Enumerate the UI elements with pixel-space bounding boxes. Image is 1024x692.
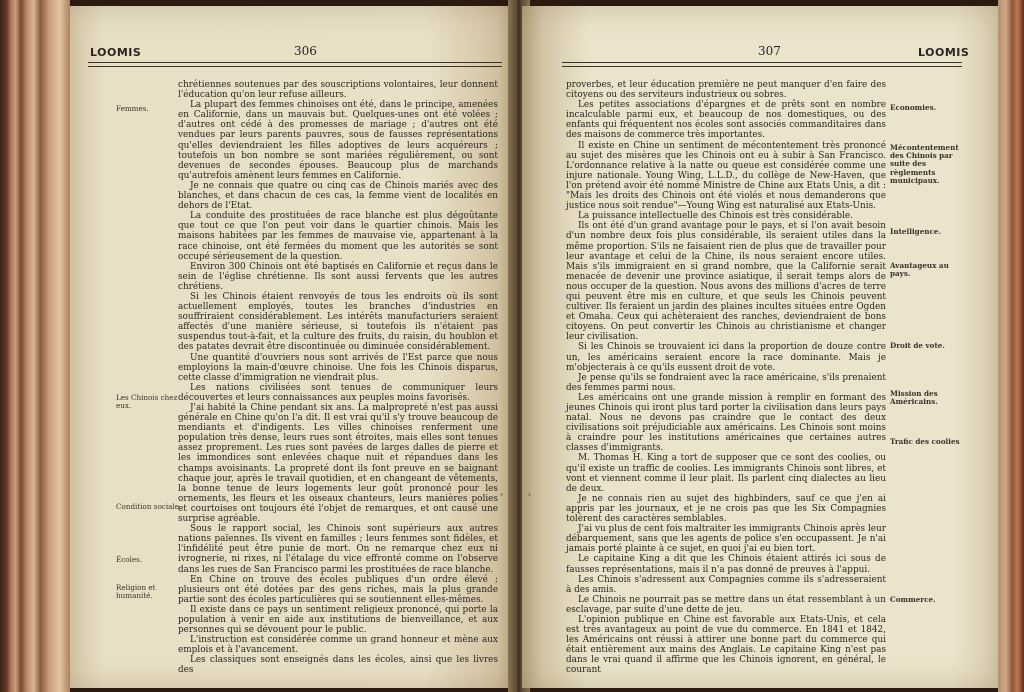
page-edges-left [0,0,70,692]
binding-mark: › [500,490,504,499]
left-running-head: LOOMIS [90,46,142,59]
left-page-number: 306 [294,44,317,58]
right-page-number: 307 [758,44,781,58]
paragraph: L'instruction est considérée comme un grand honneur et mène aux emplois et à l'avancement. [178,635,498,656]
paragraph: Le Chinois ne pourrait pas se mettre dans un état ressemblant à un esclavage, par suite d'une dette de jeu. [566,594,886,615]
paragraph: Sous le rapport social, les Chinois sont supérieurs aux autres nations païennes. Ils vivent en familles ; leurs femmes sont fidèles, et l'infidélité peut être punie de mort. On ne remarque chez eux ni ivrognerie, ni rixes, ni l'étalage du vice effronté comme on l'observe dans les rues de San Francisco parmi les prostituées de race blanche. [178,524,498,575]
paragraph: M. Thomas H. King a tort de supposer que ce sont des coolies, ou qu'il existe un traffic de coolies. Les immigrants Chinois sont libres, et vont et viennent comme il leur plait. Ils parlent cinq dialectes au lieu de deux. [566,453,886,494]
paragraph: La puissance intellectuelle des Chinois est très considérable. [578,211,853,222]
right-text-column [566,80,886,676]
left-side-note: Écoles. [116,555,143,564]
left-side-note: Femmes. [116,104,149,113]
right-side-note: Droit de vote. [890,341,945,350]
right-side-note: Avantageux au pays. [890,261,949,279]
right-header-rule [562,62,962,67]
paragraph: Je ne connais que quatre ou cinq cas de Chinois mariés avec des blanches, et dans chacun de ces cas, la femme vient de localités en dehors de l'Etat. [178,180,498,212]
paragraph: chrétiennes soutenues par des souscriptions volontaires, leur donnent l'éducation qu'on leur refuse ailleurs. [178,80,498,101]
paragraph: La plupart des femmes chinoises ont été, dans le principe, amenées en Californie, dans un mauvais but. Quelques-unes ont été volées ; d'autres ont cédé à des promesses de mariage ; d'autres ont été vendues par leurs parents pauvres, sous de fausses représentations qu'elles deviendraient les filles adoptives de leurs acquéreurs ; toutefois un bon nombre se sont mariées régulièrement, ou sont devenues de secondes épouses. Beaucoup plus de marchands qu'autrefois amènent leurs femmes en Californie. [178,100,498,181]
paragraph: Les Chinois s'adressent aux Compagnies comme ils s'adresseraient à des amis. [566,574,886,595]
left-header-rule [88,62,502,67]
paragraph: Les américains ont une grande mission à remplir en formant des jeunes Chinois qui iront plus tard porter la civilisation dans leurs pays natal. Nous ne devons pas craindre que le contact des deux civilisations soit préjudiciable aux américains. Les Chinois sont moins à craindre pour les institutions américaines que certaines autres classes d'immigrants. [566,392,886,454]
paragraph: Ils ont été d'un grand avantage pour le pays, et si l'on avait besoin d'un nombre deux fois plus considérable, ils seraient utiles dans la même proportion. S'ils ne faisaient rien de plus que de travailler pour leur avantage et celui de la Chine, ils nous seraient encore utiles. Mais s'ils immigraient en si grand nombre, que la Californie serait menacée de devenir une province asiatique, il serait temps alors de nous occuper de la question. Nous avons des millions d'acres de terre qui peuvent être mis en culture, et que seuls les Chinois peuvent cultiver. Ils feraient un jardin des plaines incultes situées entre Ogden et Omaha. Ceux qui achèteraient des ranches, deviendraient de bons citoyens. On peut convertir les Chinois au christianisme et changer leur civilisation. [566,221,886,343]
paragraph: Les classiques sont enseignés dans les écoles, ainsi que les livres des [178,655,498,676]
paragraph: Une quantité d'ouvriers nous sont arrivés de l'Est parce que nous employions la main-d'œuvre chinoise. Une fois les Chinois disparus, cette classe d'immigration ne viendrait plus. [178,352,498,383]
right-running-head: LOOMIS [918,46,970,59]
paragraph: Si les Chinois étaient renvoyés de tous les endroits où ils sont actuellement employés, toutes les branches d'industries en souffriraient considérablement. Les intérêts manufacturiers seraient affectés d'une manière sérieuse, si toutefois ils n'étaient pas suspendus tout-à-fait, et la culture des fruits, du raisin, du houblon et des patates devrait être discontinuée ou diminuée considérablement. [178,291,498,353]
paragraph: Si les Chinois se trouvaient ici dans la proportion de douze contre un, les américains seraient encore la race dominante. Mais je m'objecterais à ce qu'ils eussent droit de vote. [566,342,886,373]
paragraph: L'opinion publique en Chine est favorable aux Etats-Unis, et cela est très avantageux au point de vue du commerce. En 1841 et 1842, les Américains ont réussi à attirer une bonne part du commerce qui était entièrement aux mains des Anglais. Le capitaine King n'est pas dans le vrai quand il affirme que les Chinois ignorent, en général, le courant [566,614,886,676]
page-edges-right [998,0,1024,692]
left-page [70,6,516,688]
paragraph: J'ai habité la Chine pendant six ans. La malpropreté n'est pas aussi générale en Chine qu'on l'a dit. Il est vrai qu'il s'y trouve beaucoup de mendiants et d'indigents. Les villes chinoises renferment une population très dense, leurs rues sont étroites, mais elles sont tenues assez proprement. Les rues sont pavées de larges dalles de pierre et les immondices sont enlevées chaque nuit et répandues dans les champs avoisinants. La propreté dont ils font preuve en se baignant chaque jour, après le travail quotidien, et en changeant de vêtements, la bonne tenue de leurs logements leur goût prononcé pour les ornements, les fleurs et les oiseaux chanteurs, leurs manières polies et courtoises ont toujours été l'objet de remarques, et ont causé une surprise agréable. [178,403,498,525]
paragraph: Je pense qu'ils se fondraient avec la race américaine, s'ils prenaient des femmes parmi nous. [566,372,886,393]
paragraph: Il existe en Chine un sentiment de mécontentement très prononcé au sujet des misères que les Chinois ont eu à subir à San Francisco. L'ordonnance relative à la natte ou queue est considérée comme une injure nationale. Young Wing, L.L.D., du collège de New-Haven, que l'on prétend avoir été nommé Ministre de Chine aux Etats Unis, a dit : "Mais les droits des Chinois ont été violés et nous demanderons que justice nous soit rendue"—Young Wing est naturalisé aux Etats-Unis. [566,140,886,212]
left-side-note: Les Chinois chez eux. [116,393,178,411]
paragraph: Je ne connais rien au sujet des highbinders, sauf ce que j'en ai appris par les journaux, et je ne crois pas que les Six Compagnies tolèrent des caractères semblables. [566,493,886,525]
right-side-note: Trafic des coolies [890,437,960,446]
binding-mark: ‹ [528,490,532,499]
right-side-note: Economies. [890,103,937,112]
right-page [522,6,998,688]
paragraph: Le capitaine King a dit que les Chinois étaient attirés ici sous de fausses représentations, mais il n'a pas donné de preuves à l'appui. [566,554,886,575]
left-text-column [178,80,498,676]
paragraph: Les nations civilisées sont tenues de communiquer leurs découvertes et leurs connaissances aux peuples moins favorisés. [178,382,498,403]
paragraph: proverbes, et leur éducation première ne peut manquer d'en faire des citoyens ou des serviteurs industrieux ou sobres. [566,80,886,101]
paragraph: Il existe dans ce pays un sentiment religieux prononcé, qui porte la population à venir en aide aux institutions de bienveillance, et aux personnes qui se dévouent pour le public. [178,604,498,636]
paragraph: Les petites associations d'épargnes et de prêts sont en nombre incalculable parmi eux, et beaucoup de nos domestiques, ou des enfants qui fréquentent nos écoles sont associés commanditaires dans des maisons de commerce très importantes. [566,100,886,141]
right-side-note: Mécontentement des Chinois par suite des règlements municipaux. [890,143,959,185]
paragraph: J'ai vu plus de cent fois maltraiter les immigrants Chinois après leur débarquement, sans que les agents de police s'en occupassent. Je n'ai jamais porté plainte à ce sujet, en quoi j'ai eu bien tort. [566,524,886,555]
paragraph: Environ 300 Chinois ont été baptisés en Californie et reçus dans le sein de l'église chrétienne. Ils sont aussi fervents que les autres chrétiens. [178,261,498,292]
right-side-note: Mission des Américains. [890,389,938,407]
left-side-note: Religion et humanité. [116,583,156,601]
paragraph: En Chine on trouve des écoles publiques d'un ordre élevé ; plusieurs ont été dotées par des gens riches, mais la plus grande partie sont des écoles particulières qui se soutiennent elles-mêmes. [178,574,498,605]
paragraph: La conduite des prostituées de race blanche est plus dégoûtante que tout ce que l'on peut voir dans le quartier chinois. Mais les maisons habitées par les femmes de mauvaise vie, appartenant à la race chinoise, ont été fermées du moment que les autorités se sont occupé sérieusement de la question. [178,211,498,262]
right-side-note: Commerce. [890,595,936,604]
left-side-note: Condition sociale. [116,502,182,511]
right-side-note: Intelligence. [890,227,941,236]
